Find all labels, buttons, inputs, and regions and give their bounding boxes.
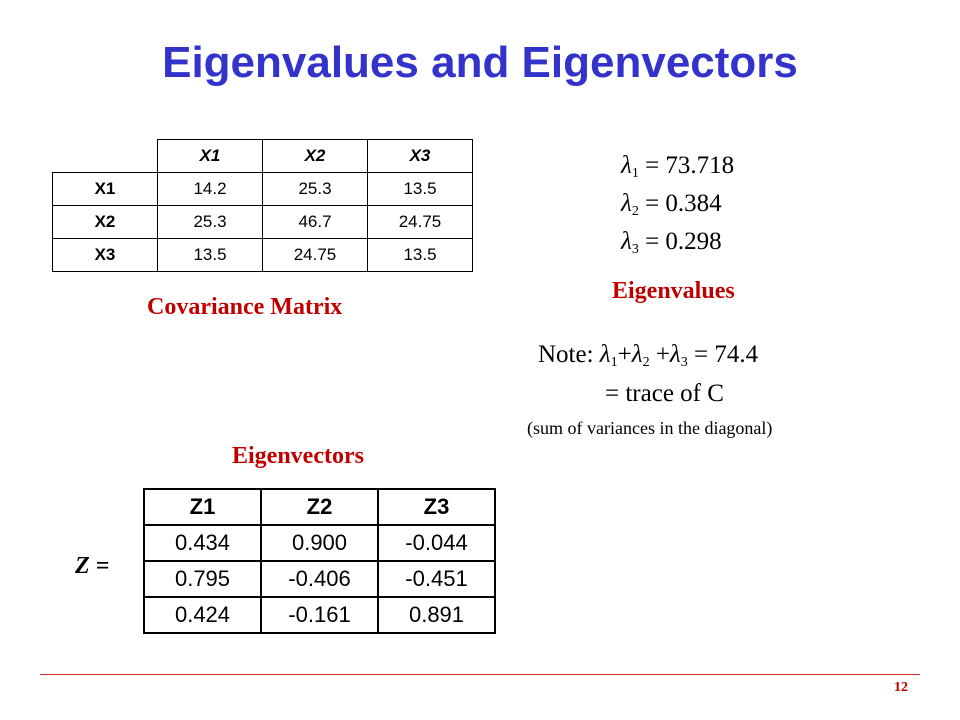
eigenvector-col-header: Z1 (144, 489, 261, 525)
covariance-cell: 13.5 (158, 239, 263, 272)
covariance-cell: 25.3 (158, 206, 263, 239)
eigenvalue-text: = 73.718 (638, 152, 735, 179)
covariance-row (53, 239, 473, 272)
eigenvector-row (144, 597, 495, 633)
eigenvector-col-header: Z3 (378, 489, 495, 525)
covariance-cell: 13.5 (368, 239, 473, 272)
lambda-symbol: λ (621, 190, 632, 217)
covariance-cell: 24.75 (368, 206, 473, 239)
covariance-cell: 13.5 (368, 173, 473, 206)
covariance-row (53, 206, 473, 239)
eigenvector-cell: 0.891 (378, 597, 495, 633)
lambda-symbol: λ (669, 341, 681, 368)
covariance-caption: Covariance Matrix (147, 294, 343, 320)
eigenvalue-index: 1 (610, 355, 618, 370)
lambda-symbol: λ (631, 341, 643, 368)
covariance-cell: 24.75 (263, 239, 368, 272)
eigenvector-cell: 0.424 (144, 597, 261, 633)
lambda-symbol: λ (599, 341, 611, 368)
eigenvector-cell: 0.900 (261, 525, 378, 561)
slide-title: Eigenvalues and Eigenvectors (162, 38, 798, 87)
covariance-header-row (53, 140, 473, 173)
eigenvector-table (143, 488, 496, 634)
eigenvalue-line (621, 190, 722, 220)
covariance-table (52, 139, 473, 272)
eigenvalue-text: = 0.298 (638, 228, 722, 255)
eigenvalue-line (621, 228, 722, 258)
eigenvector-cell: -0.451 (378, 561, 495, 597)
eigenvalues-caption: Eigenvalues (612, 278, 735, 304)
eigenvector-cell: -0.044 (378, 525, 495, 561)
note-explanation: (sum of variances in the diagonal) (527, 418, 773, 438)
eigenvector-cell: 0.434 (144, 525, 261, 561)
covariance-row-header: X3 (53, 239, 158, 272)
eigenvalue-text: = 0.384 (638, 190, 722, 217)
matrix-z-label: Z = (75, 553, 110, 579)
note-trace: = trace of C (605, 380, 724, 407)
covariance-corner-cell (53, 140, 158, 173)
covariance-cell: 14.2 (158, 173, 263, 206)
lambda-symbol: λ (621, 152, 632, 179)
covariance-col-header: X2 (263, 140, 368, 173)
eigenvalue-index: 2 (631, 204, 639, 219)
eigenvalue-line (621, 152, 734, 182)
eigenvalue-index: 1 (631, 166, 639, 181)
eigenvector-row (144, 561, 495, 597)
eigenvector-col-header: Z2 (261, 489, 378, 525)
lambda-symbol: λ (621, 228, 632, 255)
covariance-row-header: X2 (53, 206, 158, 239)
eigenvector-header-row (144, 489, 495, 525)
eigenvectors-caption: Eigenvectors (232, 443, 364, 469)
eigenvalue-index: 3 (631, 242, 639, 257)
covariance-cell: 46.7 (263, 206, 368, 239)
eigenvalue-index: 2 (642, 355, 650, 370)
eigenvector-cell: 0.795 (144, 561, 261, 597)
eigenvalue-index: 3 (680, 355, 688, 370)
note-prefix: Note: (538, 341, 600, 368)
covariance-cell: 25.3 (263, 173, 368, 206)
eigenvector-cell: -0.161 (261, 597, 378, 633)
covariance-row-header: X1 (53, 173, 158, 206)
footer-divider (40, 674, 920, 675)
eigenvector-cell: -0.406 (261, 561, 378, 597)
covariance-col-header: X3 (368, 140, 473, 173)
note-sum-result: = 74.4 (687, 341, 759, 368)
eigenvector-row (144, 525, 495, 561)
page-number: 12 (894, 680, 908, 695)
covariance-col-header: X1 (158, 140, 263, 173)
covariance-row (53, 173, 473, 206)
note-sum: Note: $\lambda_1+\lambda_2 +\lambda_3 = 74.4$ (538, 341, 759, 370)
